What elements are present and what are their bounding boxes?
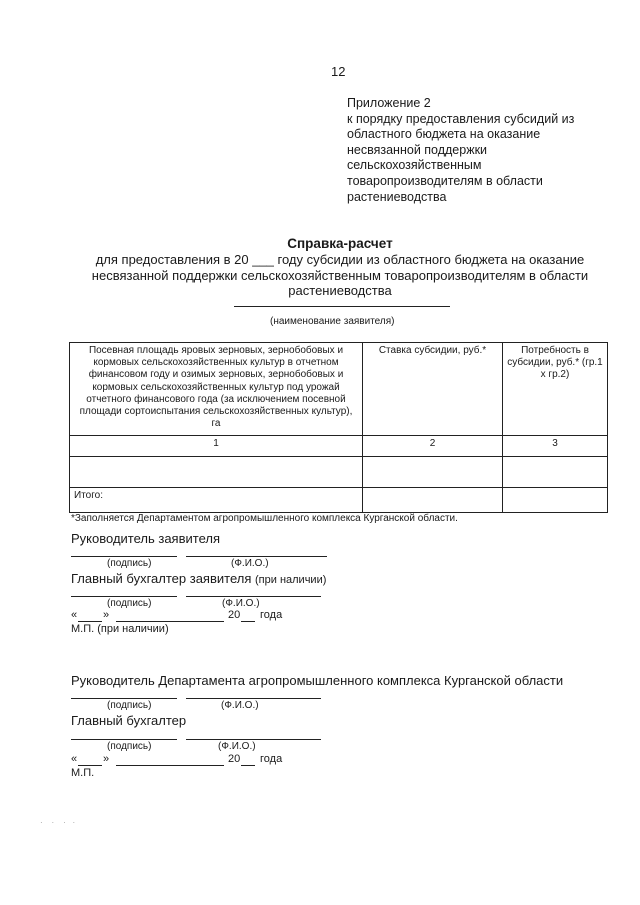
data-cell[interactable] (70, 457, 363, 488)
department-chief-accountant: Главный бухгалтер (71, 713, 187, 728)
header-cell-need: Потребность в субсидии, руб.* (гр.1 х гр.2) (503, 343, 608, 436)
data-cell[interactable] (503, 457, 608, 488)
document-title: Справка-расчет (287, 236, 393, 251)
table-number-row (70, 436, 608, 457)
document-subtitle (80, 252, 600, 299)
header-cell-area: Посевная площадь яровых зерновых, зернобобовых и кормовых сельскохозяйственных культур в отчетном финансовом году и озимых зерновых, зернобобовых и кормовых сельскохозяйственных культур под урожай отчетного финансового года (за исключением посевной площади сортоиспытания сельскохозяйственных культур), га (70, 343, 363, 436)
appendix-line: областного бюджета на оказание (347, 127, 541, 142)
calculation-table (69, 342, 608, 513)
column-number: 2 (363, 436, 503, 457)
table-total-row (70, 488, 608, 513)
fio-line (186, 596, 321, 597)
date-open-quote: « (71, 753, 78, 765)
year-prefix: 20 (228, 753, 241, 765)
appendix-line: растениеводства (347, 189, 447, 204)
applicant-chief-accountant (71, 571, 326, 586)
signature-caption: (подпись) (107, 700, 152, 711)
signature-line (71, 596, 177, 597)
year-line (241, 621, 255, 622)
appendix-line: к порядку предоставления субсидий из (347, 111, 575, 126)
subtitle-line: несвязанной поддержки сельскохозяйственным товаропроизводителям в области (91, 267, 589, 283)
subtitle-line: для предоставления в 20 ___ году субсидии из областного бюджета на оказание (95, 252, 585, 267)
year-suffix: года (260, 753, 283, 765)
footnote: *Заполняется Департаментом агропромышленного комплекса Курганской области. (71, 513, 458, 524)
year-prefix: 20 (228, 609, 241, 621)
total-cell[interactable] (503, 488, 608, 513)
scan-speck: · · · · (40, 818, 76, 827)
date-month-line (116, 621, 224, 622)
if-any-note: (при наличии) (255, 574, 327, 586)
date-open-quote: « (71, 609, 78, 621)
signature-caption: (подпись) (107, 598, 152, 609)
appendix-line: несвязанной поддержки (347, 142, 488, 157)
page-number: 12 (331, 64, 346, 79)
total-label: Итого: (70, 488, 363, 513)
date-day-line (78, 621, 102, 622)
column-number: 1 (70, 436, 363, 457)
applicant-name-line (234, 306, 450, 307)
signature-line (71, 698, 177, 699)
fio-caption: (Ф.И.О.) (231, 558, 269, 569)
date-day-line (78, 765, 102, 766)
fio-line (186, 739, 321, 740)
stamp-label: М.П. (при наличии) (71, 623, 169, 635)
appendix-line: товаропроизводителям в области (347, 173, 543, 188)
date-close-quote: » (103, 609, 110, 621)
fio-caption: (Ф.И.О.) (221, 700, 259, 711)
subtitle-line: растениеводства (288, 283, 392, 298)
year-line (241, 765, 255, 766)
date-close-quote: » (103, 753, 110, 765)
department-head-label: Руководитель Департамента агропромышленного комплекса Курганской области (71, 673, 564, 688)
appendix-line: Приложение 2 (347, 96, 431, 110)
header-cell-rate: Ставка субсидии, руб.* (363, 343, 503, 436)
fio-line (186, 556, 327, 557)
stamp-label: М.П. (71, 767, 95, 779)
appendix-note (347, 96, 597, 205)
appendix-line: сельскохозяйственным (347, 158, 482, 173)
signature-line (71, 739, 177, 740)
date-month-line (116, 765, 224, 766)
fio-caption: (Ф.И.О.) (222, 598, 260, 609)
applicant-name-caption: (наименование заявителя) (270, 316, 395, 327)
data-cell[interactable] (363, 457, 503, 488)
chief-accountant-label: Главный бухгалтер заявителя (71, 571, 252, 586)
column-number: 3 (503, 436, 608, 457)
signature-caption: (подпись) (107, 558, 152, 569)
table-row (70, 457, 608, 488)
applicant-head-label: Руководитель заявителя (71, 531, 220, 546)
table-header-row (70, 343, 608, 436)
signature-caption: (подпись) (107, 741, 152, 752)
fio-line (186, 698, 321, 699)
year-suffix: года (260, 609, 283, 621)
signature-line (71, 556, 177, 557)
fio-caption: (Ф.И.О.) (218, 741, 256, 752)
total-cell[interactable] (363, 488, 503, 513)
